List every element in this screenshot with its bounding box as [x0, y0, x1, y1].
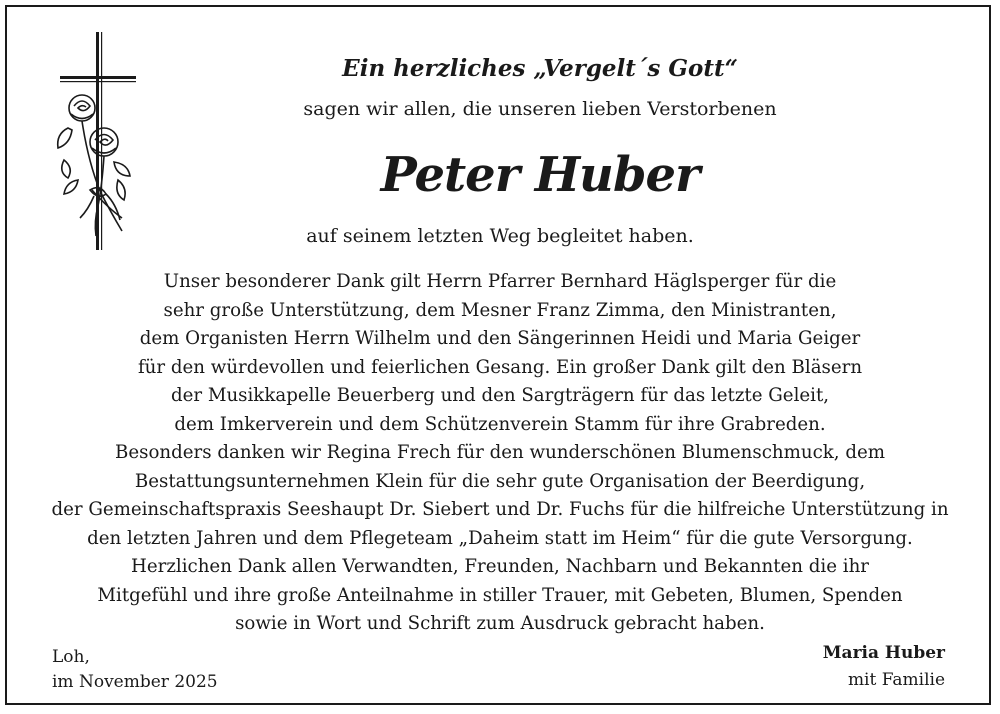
- thanks-line: Bestattungsunternehmen Klein für die sehr gute Organisation der Beerdigung,: [134, 470, 866, 492]
- thanks-line: den letzten Jahren und dem Pflegeteam „Daheim statt im Heim“ für die gute Versorgung.: [87, 527, 913, 549]
- thanks-line: Besonders danken wir Regina Frech für den wunderschönen Blumenschmuck, dem: [115, 442, 885, 463]
- thanks-line: der Musikkapelle Beuerberg und den Sargträgern für das letzte Geleit,: [170, 385, 830, 406]
- thanks-line: dem Organisten Herrn Wilhelm und den Sängerinnen Heidi und Maria Geiger: [139, 328, 861, 349]
- headline: Ein herzliches „Vergelt´s Gott“: [342, 55, 738, 82]
- signature-name: Maria Huber: [822, 643, 945, 663]
- thanks-line: sehr große Unterstützung, dem Mesner Franz Zimma, den Ministranten,: [163, 299, 837, 321]
- accompanied-text: auf seinem letzten Weg begleitet haben.: [306, 225, 694, 247]
- deceased-name: Peter Huber: [380, 147, 700, 203]
- signature: [823, 640, 945, 694]
- thanks-line: für den würdevollen und feierlichen Gesang. Ein großer Dank gilt den Bläsern: [137, 356, 863, 378]
- thanks-line: dem Imkerverein und dem Schützenverein Stamm für ihre Grabreden.: [174, 413, 826, 435]
- thanks-line: Unser besonderer Dank gilt Herrn Pfarrer Bernhard Häglsperger für die: [163, 271, 837, 292]
- place: Loh,: [52, 647, 90, 667]
- thanks-line: sowie in Wort und Schrift zum Ausdruck gebracht haben.: [235, 613, 765, 634]
- signature-family: mit Familie: [847, 670, 945, 690]
- date: im November 2025: [52, 672, 218, 692]
- place-date: [52, 645, 218, 695]
- thanks-line: der Gemeinschaftspraxis Seeshaupt Dr. Siebert und Dr. Fuchs für die hilfreiche Unterstützung in: [51, 499, 949, 520]
- intro-text: sagen wir allen, die unseren lieben Verstorbenen: [303, 98, 777, 120]
- thanks-line: Herzlichen Dank allen Verwandten, Freunden, Nachbarn und Bekannten die ihr: [131, 556, 869, 577]
- thanks-paragraph: [8, 268, 992, 639]
- cross-with-roses-icon: [52, 30, 142, 255]
- thanks-line: Mitgefühl und ihre große Anteilnahme in stiller Trauer, mit Gebeten, Blumen, Spenden: [97, 584, 903, 606]
